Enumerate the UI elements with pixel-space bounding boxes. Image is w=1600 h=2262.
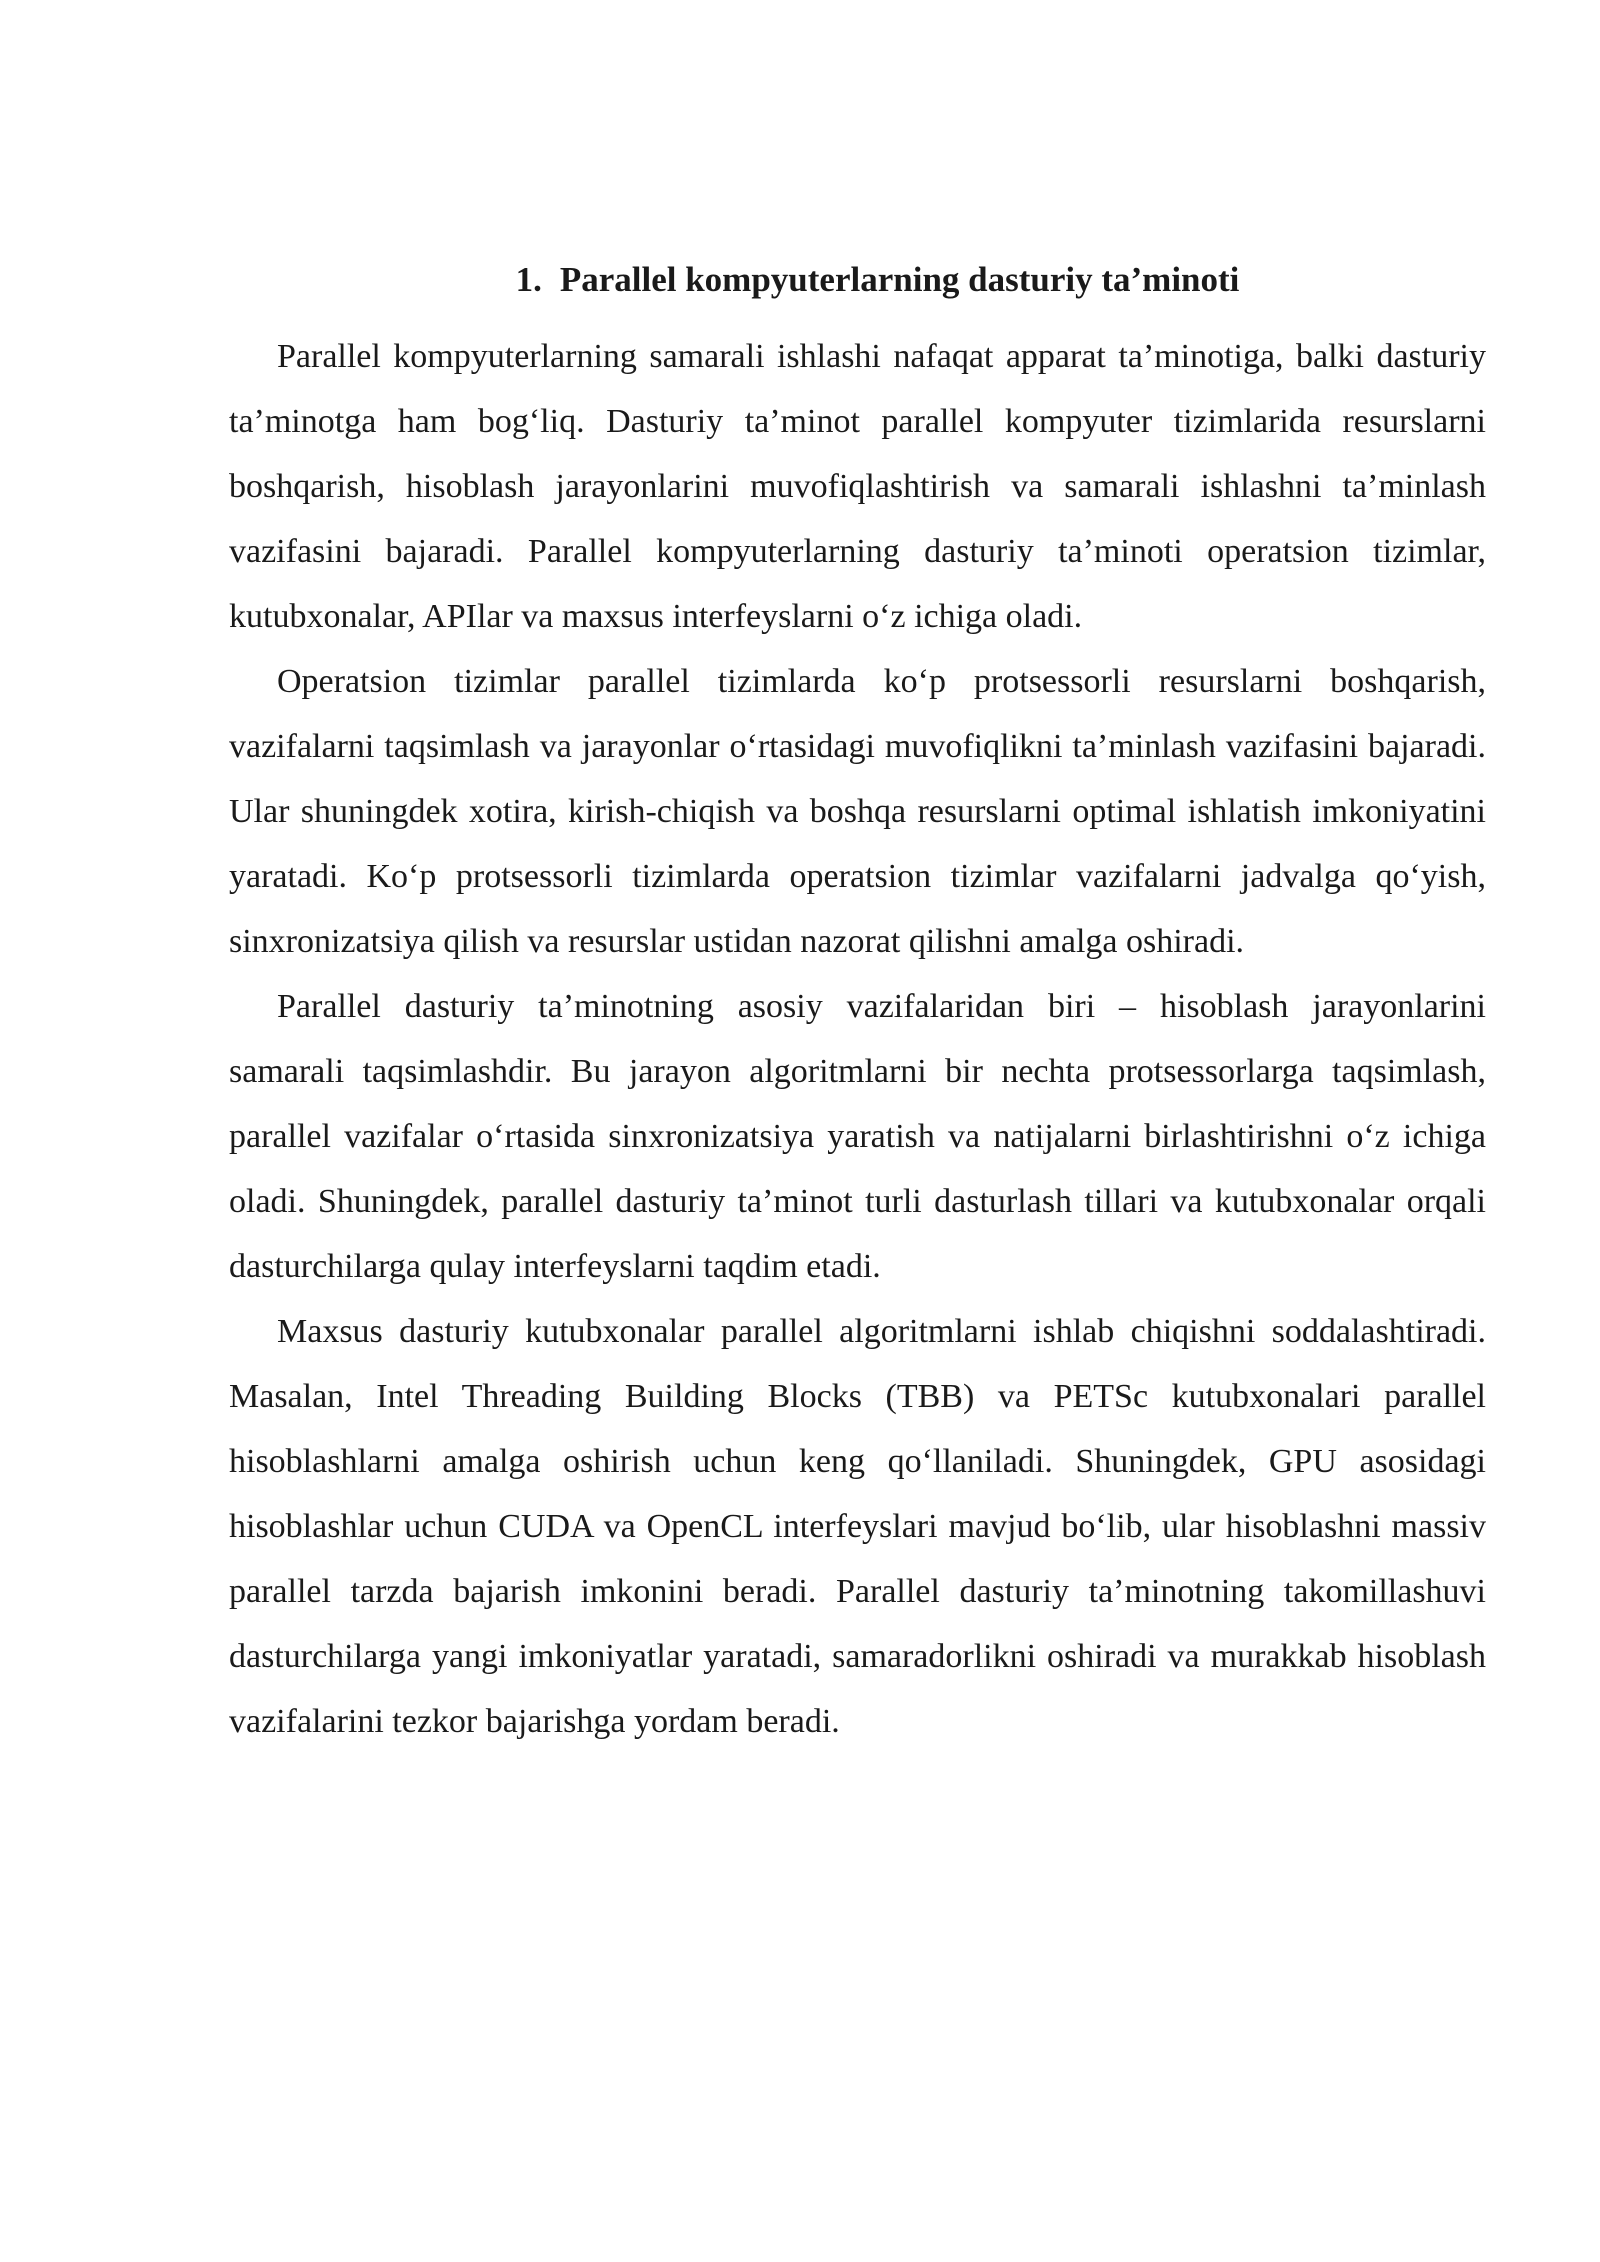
section-heading [229,250,1486,310]
paragraph-2: Operatsion tizimlar parallel tizimlarda ko‘p protsessorli resurslarni boshqarish, vazifalarni taqsimlash va jarayonlar o‘rtasidagi muvofiqlikni ta’minlash vazifasini bajaradi. Ular shuningdek xotira, kirish-chiqish va boshqa resurslarni optimal ishlatish imkoniyatini yaratadi. Ko‘p protsessorli tizimlarda operatsion tizimlar vazifalarni jadvalga qo‘yish, sinxronizatsiya qilish va resurslar ustidan nazorat qilishni amalga oshiradi. [229,663,1486,960]
section-number: 1. [515,260,542,299]
paragraph-3: Parallel dasturiy ta’minotning asosiy vazifalaridan biri – hisoblash jarayonlarini samarali taqsimlashdir. Bu jarayon algoritmlarni bir nechta protsessorlarga taqsimlash, parallel vazifalar o‘rtasida sinxronizatsiya yaratish va natijalarni birlashtirishni o‘z ichiga oladi. Shuningdek, parallel dasturiy ta’minot turli dasturlash tillari va kutubxonalar orqali dasturchilarga qulay interfeyslarni taqdim etadi. [229,988,1486,1285]
paragraph-4: Maxsus dasturiy kutubxonalar parallel algoritmlarni ishlab chiqishni soddalashtiradi. Masalan, Intel Threading Building Blocks (TBB) va PETSc kutubxonalari parallel hisoblashlarni amalga oshirish uchun keng qo‘llaniladi. Shuningdek, GPU asosidagi hisoblashlar uchun CUDA va OpenCL interfeyslari mavjud bo‘lib, ular hisoblashni massiv parallel tarzda bajarish imkonini beradi. Parallel dasturiy ta’minotning takomillashuvi dasturchilarga yangi imkoniyatlar yaratadi, samaradorlikni oshiradi va murakkab hisoblash vazifalarini tezkor bajarishga yordam beradi. [229,1313,1486,1740]
document-page [229,250,1486,1754]
section-title: Parallel kompyuterlarning dasturiy ta’minoti [559,260,1240,299]
paragraph-1: Parallel kompyuterlarning samarali ishlashi nafaqat apparat ta’minotiga, balki dasturiy ta’minotga ham bog‘liq. Dasturiy ta’minot parallel kompyuter tizimlarida resurslarni boshqarish, hisoblash jarayonlarini muvofiqlashtirish va samarali ishlashni ta’minlash vazifasini bajaradi. Parallel kompyuterlarning dasturiy ta’minoti operatsion tizimlar, kutubxonalar, APIlar va maxsus interfeyslarni o‘z ichiga oladi. [229,338,1486,635]
